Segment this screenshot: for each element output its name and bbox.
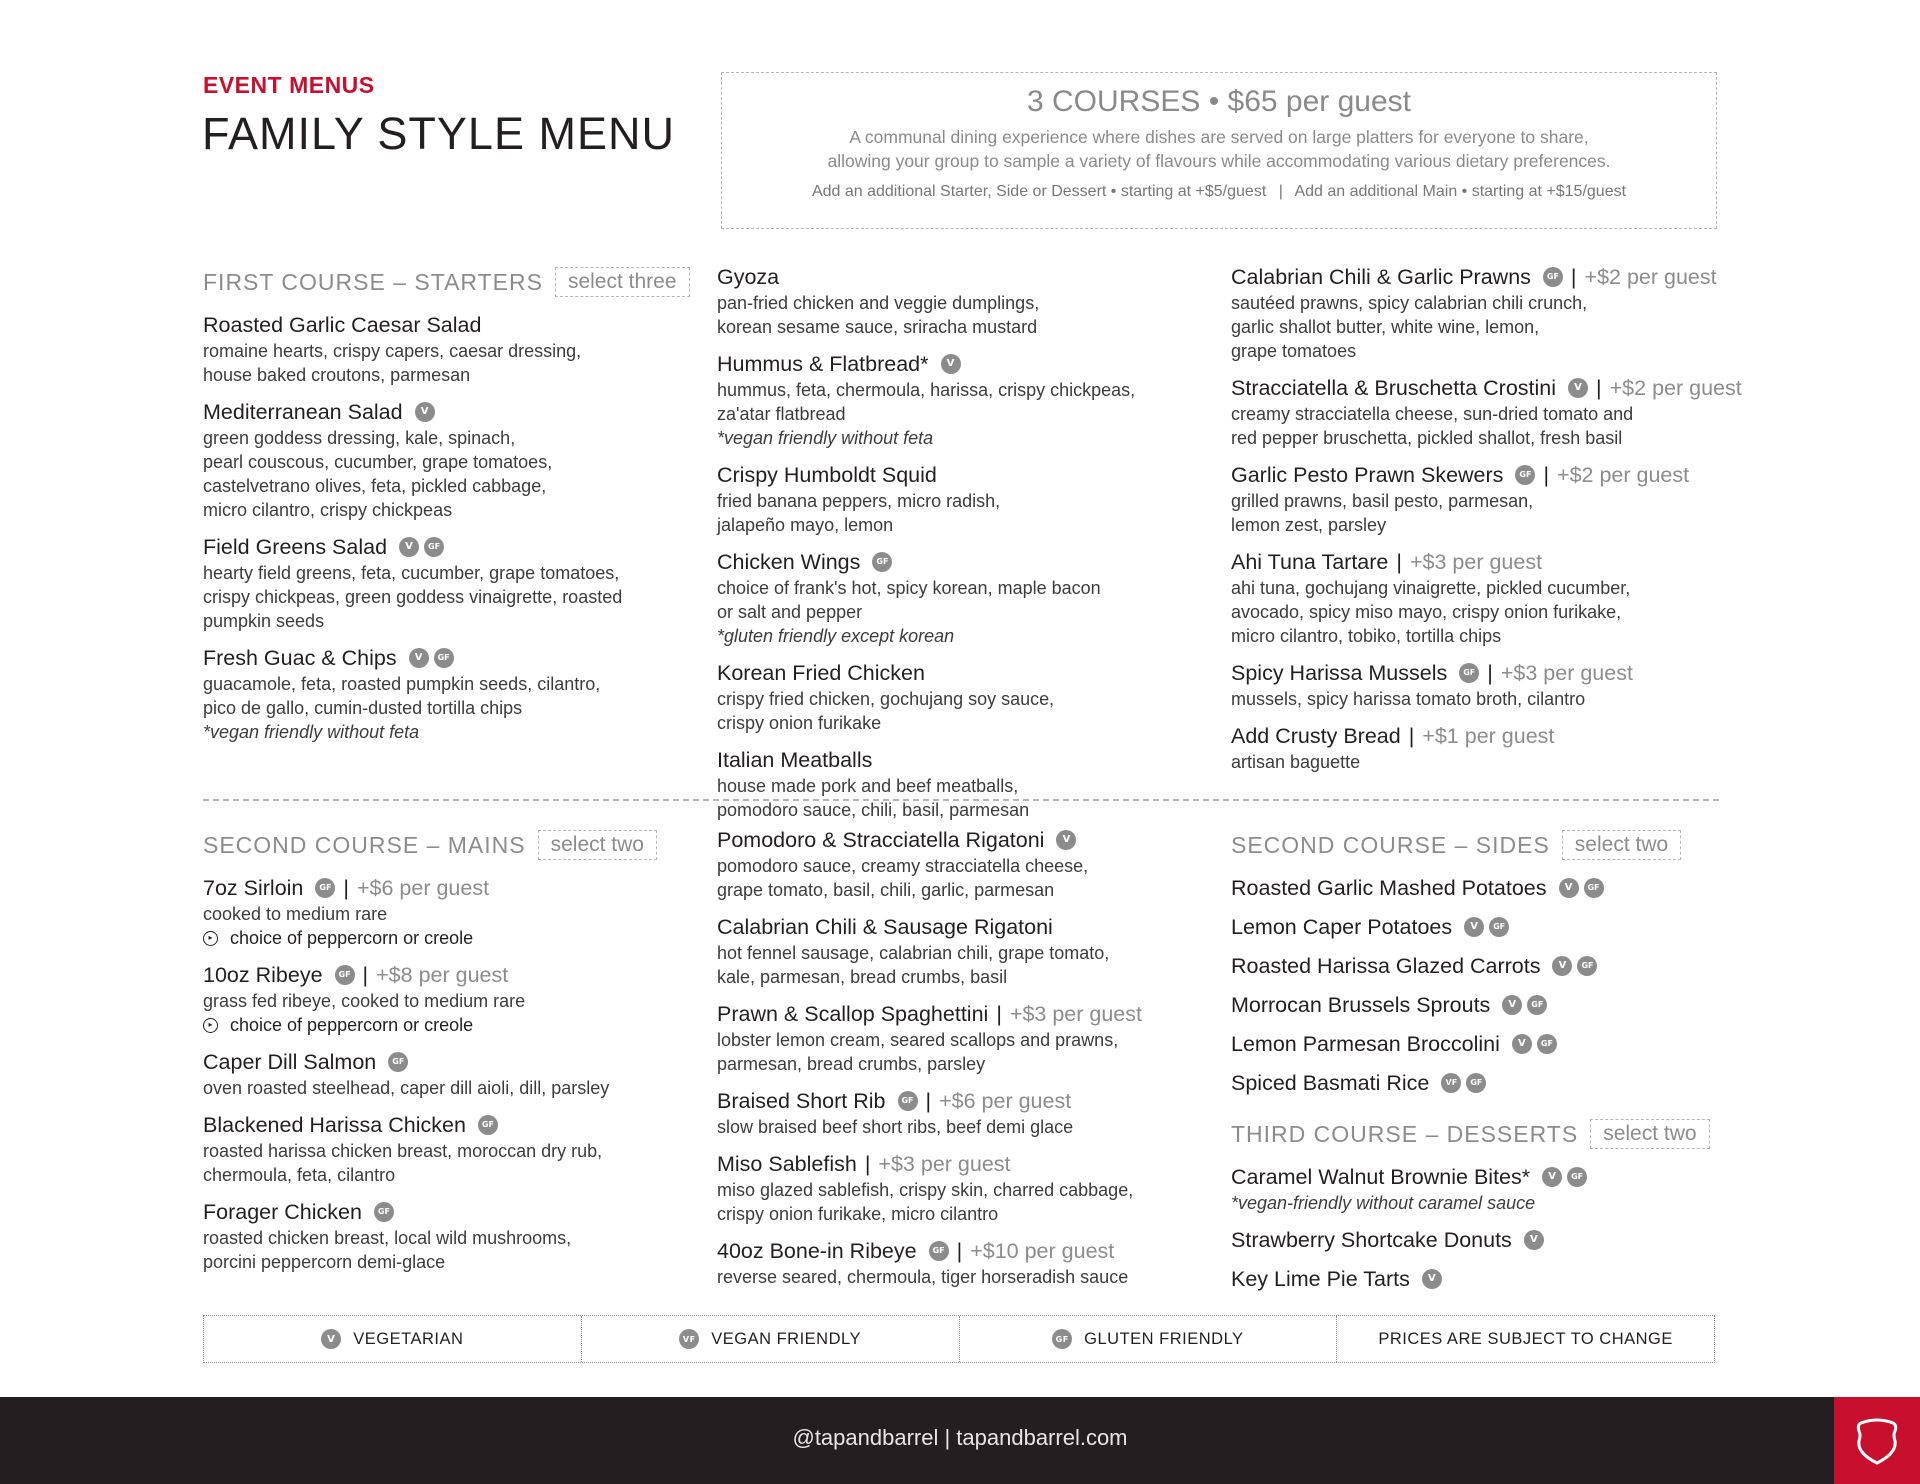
surcharge-separator: |	[1408, 724, 1415, 748]
menu-item	[717, 1000, 1227, 1076]
v-badge-icon: V	[1552, 956, 1572, 976]
menu-item-name: Crispy Humboldt Squid	[717, 463, 937, 487]
v-badge-icon: V	[321, 1329, 341, 1349]
menu-item	[203, 533, 693, 633]
v-badge-icon: V	[1464, 917, 1484, 937]
menu-item-description: miso glazed sablefish, crispy skin, charred cabbage, crispy onion furikake, micro cilantro	[717, 1180, 1134, 1224]
menu-item	[717, 263, 1207, 339]
menu-item-name: Caramel Walnut Brownie Bites*	[1231, 1165, 1531, 1189]
menu-item-list	[203, 311, 693, 744]
menu-item-name: Field Greens Salad	[203, 535, 388, 559]
menu-item-name-row	[1231, 952, 1721, 980]
menu-item-name: Korean Fried Chicken	[717, 661, 925, 685]
menu-item-list	[717, 826, 1227, 1289]
menu-item-name-row	[717, 548, 1207, 576]
menu-item-name-row	[1231, 722, 1791, 750]
menu-item-name-row	[717, 1150, 1227, 1178]
menu-item-list	[1231, 1163, 1721, 1293]
menu-item-name: Roasted Garlic Mashed Potatoes	[1231, 876, 1547, 900]
gf-badge-icon: GF	[335, 965, 355, 985]
mains-header	[203, 826, 693, 864]
surcharge: +$6 per guest	[939, 1089, 1072, 1113]
gf-badge-icon: GF	[1459, 663, 1479, 683]
brand-logo	[1834, 1397, 1920, 1484]
menu-item-description: guacamole, feta, roasted pumpkin seeds, cilantro, pico de gallo, cumin-dusted tortilla chips	[203, 674, 601, 718]
menu-item	[717, 826, 1227, 902]
gf-badge-icon: GF	[478, 1115, 498, 1135]
menu-item-name-row	[1231, 659, 1791, 687]
menu-item-description: mussels, spicy harissa tomato broth, cilantro	[1231, 689, 1586, 709]
menu-item	[1231, 1163, 1721, 1215]
gf-badge-icon: GF	[1567, 1167, 1587, 1187]
menu-item-list	[203, 874, 693, 1274]
menu-item-description: ahi tuna, gochujang vinaigrette, pickled cucumber, avocado, spicy miso mayo, crispy onion furikake, micro cilantro, tobiko, tortilla chips	[1231, 578, 1631, 646]
sides-col	[1231, 826, 1721, 1304]
menu-item-name-row	[717, 1237, 1227, 1265]
menu-item-name: Caper Dill Salmon	[203, 1050, 377, 1074]
menu-item-name: Pomodoro & Stracciatella Rigatoni	[717, 828, 1045, 852]
menu-item-description: pomodoro sauce, creamy stracciatella cheese, grape tomato, basil, chili, garlic, parmesan	[717, 856, 1089, 900]
menu-item	[717, 350, 1207, 450]
menu-item-name: Chicken Wings	[717, 550, 861, 574]
surcharge: +$2 per guest	[1609, 376, 1742, 400]
menu-item-name: Spiced Basmati Rice	[1231, 1071, 1430, 1095]
menu-item-description: fried banana peppers, micro radish, jalapeño mayo, lemon	[717, 491, 1001, 535]
menu-item-name-row	[717, 1087, 1227, 1115]
menu-item-name-row	[1231, 263, 1791, 291]
shield-icon	[1855, 1417, 1899, 1465]
menu-item-name-row	[1231, 374, 1791, 402]
menu-item-description: grilled prawns, basil pesto, parmesan, lemon zest, parsley	[1231, 491, 1534, 535]
gf-badge-icon: GF	[388, 1052, 408, 1072]
desserts-header	[1231, 1115, 1721, 1153]
menu-item-description: slow braised beef short ribs, beef demi glace	[717, 1117, 1074, 1137]
surcharge-separator: |	[343, 876, 349, 900]
menu-item-description: roasted chicken breast, local wild mushrooms, porcini peppercorn demi-glace	[203, 1228, 572, 1272]
menu-item-name: Hummus & Flatbread*	[717, 352, 929, 376]
legend-item	[1337, 1316, 1714, 1362]
section-title: SECOND COURSE – MAINS	[203, 831, 526, 858]
section-title: THIRD COURSE – DESSERTS	[1231, 1120, 1579, 1147]
legend-item	[960, 1316, 1338, 1362]
menu-item-name: 40oz Bone-in Ribeye	[717, 1239, 917, 1263]
menu-item	[203, 1111, 693, 1187]
menu-item	[1231, 952, 1721, 980]
menu-item-name: Roasted Garlic Caesar Salad	[203, 313, 482, 337]
select-badge: select two	[1590, 1119, 1709, 1149]
surcharge-separator: |	[925, 1089, 932, 1113]
arrow-circle-icon: ▸	[203, 1018, 218, 1033]
menu-item	[1231, 1226, 1721, 1254]
section-title: FIRST COURSE – STARTERS	[203, 268, 543, 295]
eyebrow-label: EVENT MENUS	[203, 72, 375, 98]
menu-item-name-row	[1231, 913, 1721, 941]
menu-item-name-row	[203, 533, 693, 561]
starters-header	[203, 263, 693, 301]
menu-item	[717, 1150, 1227, 1226]
gf-badge-icon: GF	[872, 552, 892, 572]
menu-item-name: Gyoza	[717, 265, 780, 289]
gf-badge-icon: GF	[434, 648, 454, 668]
surcharge-separator: |	[1396, 550, 1402, 574]
menu-item	[717, 1087, 1227, 1139]
footer	[0, 1397, 1920, 1484]
menu-item	[203, 1198, 693, 1274]
gf-badge-icon: GF	[1577, 956, 1597, 976]
legend-label: GLUTEN FRIENDLY	[1084, 1329, 1244, 1348]
menu-item-name-row	[203, 874, 693, 902]
v-badge-icon: V	[1056, 830, 1076, 850]
menu-item-name: Forager Chicken	[203, 1200, 362, 1224]
menu-item	[1231, 1030, 1721, 1058]
menu-item-description: green goddess dressing, kale, spinach, pearl couscous, cucumber, grape tomatoes, castelvetrano olives, feta, pickled cabbage, micro cilantro, crispy chickpeas	[203, 428, 553, 520]
menu-item-name: Add Crusty Bread	[1231, 724, 1401, 748]
legend-label: VEGETARIAN	[353, 1329, 464, 1348]
menu-item-name-row	[203, 961, 693, 989]
menu-item	[1231, 461, 1791, 537]
v-badge-icon: V	[941, 354, 961, 374]
menu-item-name: Strawberry Shortcake Donuts	[1231, 1228, 1512, 1252]
footer-social-links[interactable]: @tapandbarrel | tapandbarrel.com	[792, 1425, 1128, 1450]
menu-item	[1231, 263, 1791, 363]
menu-item	[1231, 374, 1791, 450]
pricing-addons	[722, 183, 1716, 201]
section-title: SECOND COURSE – SIDES	[1231, 831, 1550, 858]
menu-item-name-row	[1231, 1226, 1721, 1254]
menu-item-note: *vegan friendly without feta	[717, 428, 934, 448]
menu-item-name: 7oz Sirloin	[203, 876, 304, 900]
menu-item	[203, 644, 693, 744]
addon-separator: |	[1278, 183, 1283, 200]
menu-item-description: hearty field greens, feta, cucumber, grape tomatoes, crispy chickpeas, green goddess vinaigrette, roasted pumpkin seeds	[203, 563, 623, 631]
menu-item-name-row	[1231, 461, 1791, 489]
surcharge: +$3 per guest	[1500, 661, 1633, 685]
page-title: FAMILY STYLE MENU	[202, 108, 675, 159]
menu-item-description: hot fennel sausage, calabrian chili, grape tomato, kale, parmesan, bread crumbs, basil	[717, 943, 1110, 987]
menu-item-name-row	[717, 1000, 1227, 1028]
arrow-circle-icon: ▸	[203, 931, 218, 946]
gf-badge-icon: GF	[929, 1241, 949, 1261]
sides-header	[1231, 826, 1721, 864]
menu-item-note: *gluten friendly except korean	[717, 626, 955, 646]
menu-item	[1231, 991, 1721, 1019]
v-badge-icon: V	[1422, 1269, 1442, 1289]
surcharge: +$2 per guest	[1584, 265, 1717, 289]
menu-item-name: Key Lime Pie Tarts	[1231, 1267, 1410, 1291]
vf-badge-icon: VF	[1441, 1073, 1461, 1093]
menu-item	[203, 961, 693, 1037]
menu-item-name: Morrocan Brussels Sprouts	[1231, 993, 1491, 1017]
addon-main: Add an additional Main • starting at +$15/guest	[1294, 183, 1627, 200]
menu-item-name-row	[717, 913, 1227, 941]
menu-item-description: crispy fried chicken, gochujang soy sauce, crispy onion furikake	[717, 689, 1055, 733]
menu-item-description: house made pork and beef meatballs, pomodoro sauce, chili, basil, parmesan	[717, 776, 1030, 820]
surcharge: +$3 per guest	[878, 1152, 1011, 1176]
menu-item	[203, 311, 693, 387]
course-divider	[203, 799, 1719, 801]
menu-item-name-row	[1231, 991, 1721, 1019]
menu-item-name-row	[717, 746, 1207, 774]
menu-item-description: lobster lemon cream, seared scallops and prawns, parmesan, bread crumbs, parsley	[717, 1030, 1119, 1074]
menu-item-description: reverse seared, chermoula, tiger horseradish sauce	[717, 1267, 1129, 1287]
pricing-box	[721, 72, 1717, 229]
menu-item	[717, 461, 1207, 537]
menu-item-name: Mediterranean Salad	[203, 400, 403, 424]
menu-item-name: Braised Short Rib	[717, 1089, 886, 1113]
v-badge-icon: V	[1542, 1167, 1562, 1187]
select-badge: select two	[538, 830, 657, 860]
menu-item-name-row	[203, 644, 693, 672]
surcharge: +$1 per guest	[1422, 724, 1555, 748]
menu-item-name-row	[203, 311, 693, 339]
menu-item-name-row	[717, 826, 1227, 854]
menu-item-name: Italian Meatballs	[717, 748, 873, 772]
surcharge-separator: |	[996, 1002, 1002, 1026]
menu-item	[717, 659, 1207, 735]
pricing-description	[722, 125, 1716, 173]
legend-label: PRICES ARE SUBJECT TO CHANGE	[1378, 1329, 1673, 1348]
v-badge-icon: V	[1502, 995, 1522, 1015]
menu-item	[1231, 1069, 1721, 1097]
surcharge-separator: |	[362, 963, 369, 987]
menu-item-choice-text: choice of peppercorn or creole	[230, 1015, 474, 1035]
menu-item-name: Garlic Pesto Prawn Skewers	[1231, 463, 1504, 487]
gf-badge-icon: GF	[1537, 1034, 1557, 1054]
menu-item	[203, 1048, 693, 1100]
surcharge-separator: |	[1543, 463, 1550, 487]
surcharge: +$3 per guest	[1009, 1002, 1142, 1026]
v-badge-icon: V	[1559, 878, 1579, 898]
menu-item	[717, 548, 1207, 648]
mains-col-1	[203, 826, 693, 1285]
menu-item	[717, 746, 1207, 822]
menu-item-name-row	[203, 398, 693, 426]
menu-item-name: Lemon Caper Potatoes	[1231, 915, 1453, 939]
menu-item-description: creamy stracciatella cheese, sun-dried tomato and red pepper bruschetta, pickled shallot, fresh basil	[1231, 404, 1634, 448]
menu-item-name: Prawn & Scallop Spaghettini	[717, 1002, 989, 1026]
menu-item	[1231, 659, 1791, 711]
vf-badge-icon: VF	[679, 1329, 699, 1349]
menu-item-list	[717, 263, 1207, 822]
menu-item	[1231, 722, 1791, 774]
gf-badge-icon: GF	[374, 1202, 394, 1222]
menu-item-name-row	[1231, 1265, 1721, 1293]
menu-item	[203, 398, 693, 522]
menu-item-name-row	[1231, 548, 1791, 576]
surcharge: +$2 per guest	[1557, 463, 1690, 487]
menu-item-list	[1231, 263, 1791, 774]
menu-item-name-row	[1231, 1069, 1721, 1097]
surcharge-separator: |	[1487, 661, 1493, 685]
menu-item-description: sautéed prawns, spicy calabrian chili crunch, garlic shallot butter, white wine, lemon, grape tomatoes	[1231, 293, 1588, 361]
menu-item-name: Lemon Parmesan Broccolini	[1231, 1032, 1500, 1056]
menu-item-name: Miso Sablefish	[717, 1152, 857, 1176]
surcharge-separator: |	[864, 1152, 871, 1176]
menu-item-note: *vegan friendly without feta	[203, 722, 420, 742]
surcharge-separator: |	[956, 1239, 963, 1263]
gf-badge-icon: GF	[1489, 917, 1509, 937]
menu-item-name-row	[717, 350, 1207, 378]
menu-item-description: pan-fried chicken and veggie dumplings, korean sesame sauce, sriracha mustard	[717, 293, 1040, 337]
menu-item-choice	[203, 1013, 693, 1037]
gf-badge-icon: GF	[1052, 1329, 1072, 1349]
menu-item-description: oven roasted steelhead, caper dill aioli, dill, parsley	[203, 1078, 610, 1098]
gf-badge-icon: GF	[1527, 995, 1547, 1015]
menu-item-description: cooked to medium rare	[203, 904, 388, 924]
addon-starter: Add an additional Starter, Side or Dessert • starting at +$5/guest	[811, 183, 1267, 200]
gf-badge-icon: GF	[424, 537, 444, 557]
select-badge: select three	[555, 267, 690, 297]
menu-item-note: *vegan-friendly without caramel sauce	[1231, 1193, 1536, 1213]
mains-col-2	[717, 826, 1227, 1300]
menu-item-name-row	[1231, 1030, 1721, 1058]
menu-item-name: Blackened Harissa Chicken	[203, 1113, 466, 1137]
starters-col-2	[717, 263, 1207, 833]
menu-item	[717, 1237, 1227, 1289]
surcharge: +$6 per guest	[356, 876, 490, 900]
legend-item	[582, 1316, 960, 1362]
gf-badge-icon: GF	[1543, 267, 1563, 287]
menu-item-description: romaine hearts, crispy capers, caesar dressing, house baked croutons, parmesan	[203, 341, 582, 385]
legend-label: VEGAN FRIENDLY	[711, 1329, 861, 1348]
pricing-description-line: A communal dining experience where dishes are served on large platters for everyone to share,	[849, 127, 1589, 147]
menu-item-description: choice of frank's hot, spicy korean, maple bacon or salt and pepper	[717, 578, 1101, 622]
menu-item-name: 10oz Ribeye	[203, 963, 323, 987]
menu-item-name-row	[203, 1111, 693, 1139]
menu-item-name: Stracciatella & Bruschetta Crostini	[1231, 376, 1557, 400]
menu-item-description: roasted harissa chicken breast, moroccan dry rub, chermoula, feta, cilantro	[203, 1141, 603, 1185]
menu-item-name: Fresh Guac & Chips	[203, 646, 397, 670]
menu-item-list	[1231, 874, 1721, 1097]
menu-item-name: Ahi Tuna Tartare	[1231, 550, 1389, 574]
gf-badge-icon: GF	[898, 1091, 918, 1111]
gf-badge-icon: GF	[1584, 878, 1604, 898]
menu-item-choice	[203, 926, 693, 950]
select-badge: select two	[1562, 830, 1681, 860]
menu-item	[1231, 548, 1791, 648]
surcharge: +$8 per guest	[376, 963, 509, 987]
gf-badge-icon: GF	[1466, 1073, 1486, 1093]
v-badge-icon: V	[409, 648, 429, 668]
menu-item	[1231, 1265, 1721, 1293]
menu-item-description: artisan baguette	[1231, 752, 1361, 772]
legend-item	[204, 1316, 582, 1362]
v-badge-icon: V	[1512, 1034, 1532, 1054]
menu-item-name: Spicy Harissa Mussels	[1231, 661, 1448, 685]
v-badge-icon: V	[1568, 378, 1588, 398]
starters-col-3	[1231, 263, 1791, 785]
pricing-courses: 3 COURSES • $65 per guest	[1026, 85, 1412, 118]
menu-item-description: hummus, feta, chermoula, harissa, crispy chickpeas, za'atar flatbread	[717, 380, 1136, 424]
menu-item-choice-text: choice of peppercorn or creole	[230, 928, 474, 948]
gf-badge-icon: GF	[315, 878, 335, 898]
menu-item-name-row	[717, 659, 1207, 687]
menu-item-name: Calabrian Chili & Garlic Prawns	[1231, 265, 1531, 289]
menu-item-name: Calabrian Chili & Sausage Rigatoni	[717, 915, 1053, 939]
menu-item	[1231, 913, 1721, 941]
menu-item	[203, 874, 693, 950]
menu-item-description: grass fed ribeye, cooked to medium rare	[203, 991, 526, 1011]
surcharge-separator: |	[1596, 376, 1602, 400]
menu-item-name-row	[717, 461, 1207, 489]
starters-col-1	[203, 263, 693, 755]
dietary-legend	[203, 1315, 1715, 1363]
v-badge-icon: V	[399, 537, 419, 557]
menu-item	[1231, 874, 1721, 902]
menu-item-name-row	[203, 1198, 693, 1226]
menu-item-name: Roasted Harissa Glazed Carrots	[1231, 954, 1541, 978]
surcharge: +$10 per guest	[970, 1239, 1115, 1263]
menu-item-name-row	[717, 263, 1207, 291]
gf-badge-icon: GF	[1515, 465, 1535, 485]
surcharge-separator: |	[1570, 265, 1577, 289]
pricing-description-line: allowing your group to sample a variety of flavours while accommodating various dietary preferences.	[827, 151, 1611, 171]
menu-item-name-row	[1231, 1163, 1721, 1191]
surcharge: +$3 per guest	[1409, 550, 1543, 574]
v-badge-icon: V	[1524, 1230, 1544, 1250]
menu-item-name-row	[1231, 874, 1721, 902]
menu-item	[717, 913, 1227, 989]
v-badge-icon: V	[415, 402, 435, 422]
menu-item-name-row	[203, 1048, 693, 1076]
